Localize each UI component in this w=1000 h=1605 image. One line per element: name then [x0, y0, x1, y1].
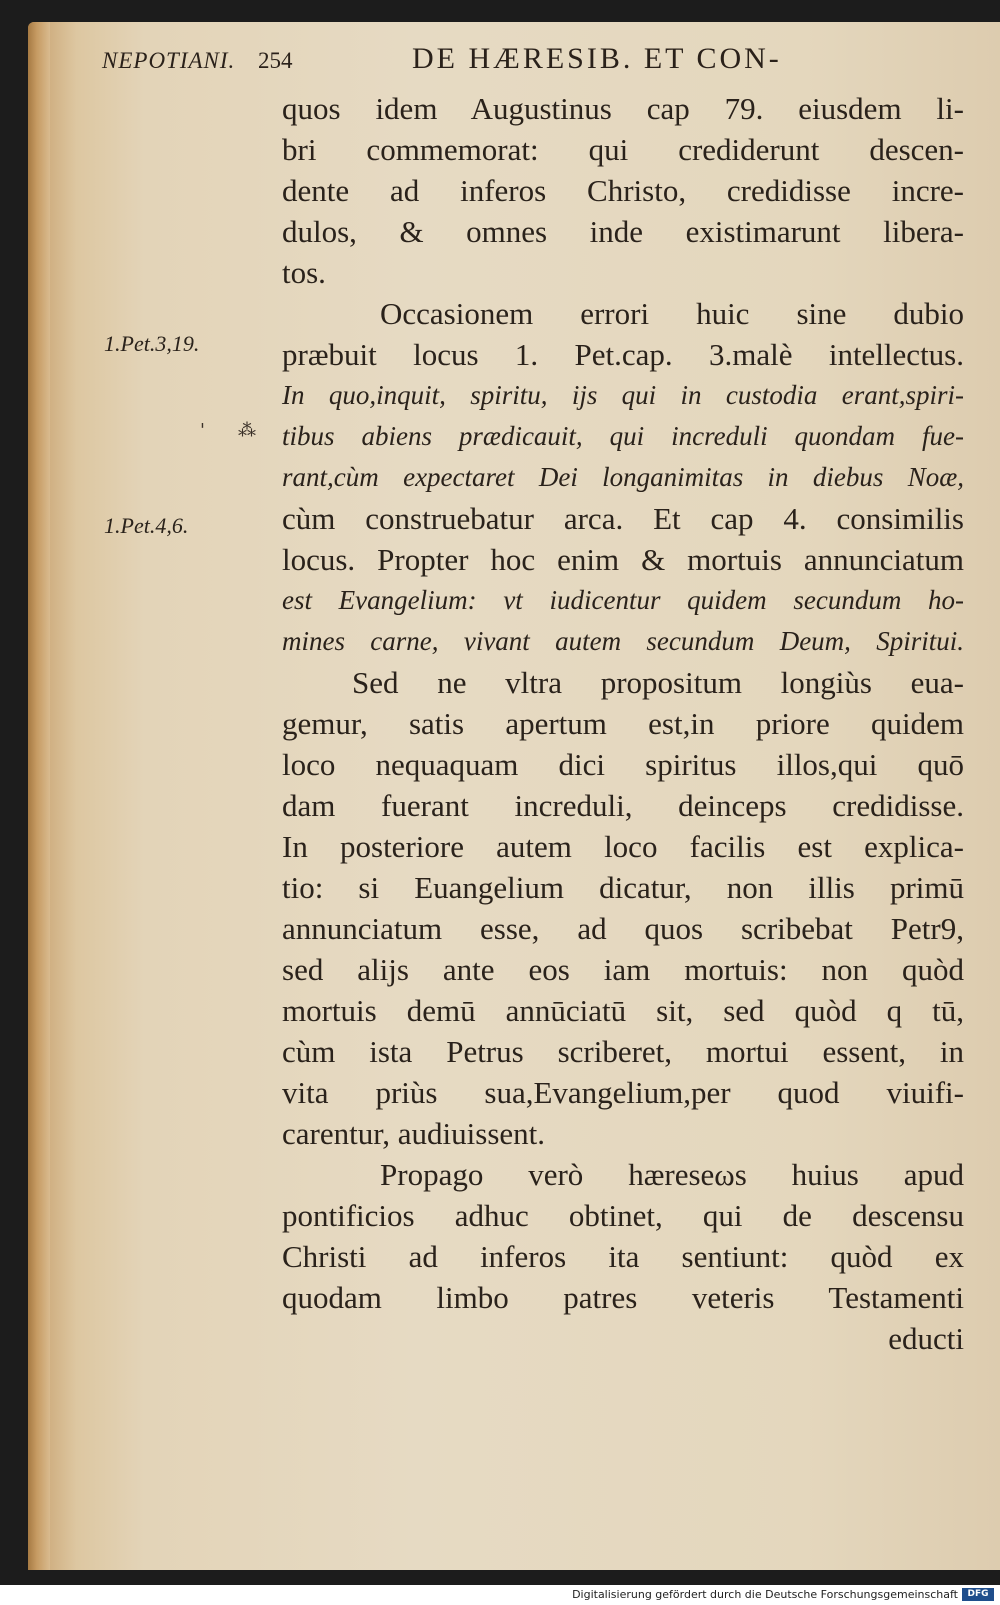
- catchword: educti: [888, 1321, 964, 1356]
- text-line: dente ad inferos Christo, credidisse incre-: [282, 173, 964, 208]
- text-line: gemur, satis apertum est,in priore quidem: [282, 706, 964, 741]
- text-line: In quo,inquit, spiritu, ijs qui in custodia erant,spiri-: [282, 380, 964, 410]
- text-line: sed alijs ante eos iam mortuis: non quòd: [282, 952, 964, 987]
- margin-mark: ⁂: [238, 420, 256, 441]
- text-line: quodam limbo patres veteris Testamenti: [282, 1280, 964, 1315]
- text-line: mines carne, vivant autem secundum Deum, Spiritui.: [282, 626, 964, 656]
- text-line: dam fuerant increduli, deinceps credidisse.: [282, 788, 964, 823]
- text-line: carentur, audiuissent.: [282, 1116, 546, 1151]
- text-line: bri commemorat: qui crediderunt descen-: [282, 132, 964, 167]
- text-line: dulos, & omnes inde existimarunt libera-: [282, 214, 964, 249]
- text-line: In posteriore autem loco facilis est explica-: [282, 829, 964, 864]
- running-head-title: DE HÆRESIB. ET CON-: [412, 42, 782, 75]
- margin-mark: ': [200, 420, 205, 441]
- margin-note: 1.Pet.4,6.: [104, 513, 189, 538]
- text-line: vita priùs sua,Evangelium,per quod viuifi-: [282, 1075, 964, 1110]
- text-line: locus. Propter hoc enim & mortuis annunciatum: [282, 542, 964, 577]
- page-number: 254: [258, 48, 293, 73]
- text-line: Occasionem errori huic sine dubio: [380, 296, 964, 331]
- text-line: loco nequaquam dici spiritus illos,qui quō: [282, 747, 964, 782]
- footer-credit: Digitalisierung gefördert durch die Deutsche Forschungsgemeinschaft: [572, 1588, 958, 1601]
- text-line: mortuis demū annūciatū sit, sed quòd q tū,: [282, 993, 964, 1028]
- text-line: Christi ad inferos ita sentiunt: quòd ex: [282, 1239, 964, 1274]
- text-line: Sed ne vltra propositum longiùs eua-: [352, 665, 964, 700]
- text-line: quos idem Augustinus cap 79. eiusdem li-: [282, 91, 964, 126]
- text-line: tio: si Euangelium dicatur, non illis primū: [282, 870, 964, 905]
- text-line: rant,cùm expectaret Dei longanimitas in diebus Noæ,: [282, 462, 964, 492]
- running-head-left: NEPOTIANI.: [102, 48, 236, 73]
- text-line: cùm construebatur arca. Et cap 4. consimilis: [282, 501, 964, 536]
- digitization-footer: [0, 1585, 1000, 1605]
- text-line: pontificios adhuc obtinet, qui de descensu: [282, 1198, 964, 1233]
- running-head: [0, 42, 1000, 82]
- text-line: cùm ista Petrus scriberet, mortui essent, in: [282, 1034, 964, 1069]
- margin-note: 1.Pet.3,19.: [104, 331, 200, 356]
- text-line: tos.: [282, 255, 326, 290]
- text-line: præbuit locus 1. Pet.cap. 3.malè intellectus.: [282, 337, 964, 372]
- main-text: [282, 88, 964, 1359]
- text-line: annunciatum esse, ad quos scribebat Petr9,: [282, 911, 964, 946]
- text-line: Propago verò hæreseωs huius apud: [380, 1157, 964, 1192]
- page-edge: [28, 22, 50, 1570]
- dfg-logo-icon: DFG: [962, 1588, 994, 1601]
- text-line: tibus abiens prædicauit, qui increduli quondam fue-: [282, 421, 964, 451]
- text-line: est Evangelium: vt iudicentur quidem secundum ho-: [282, 585, 964, 615]
